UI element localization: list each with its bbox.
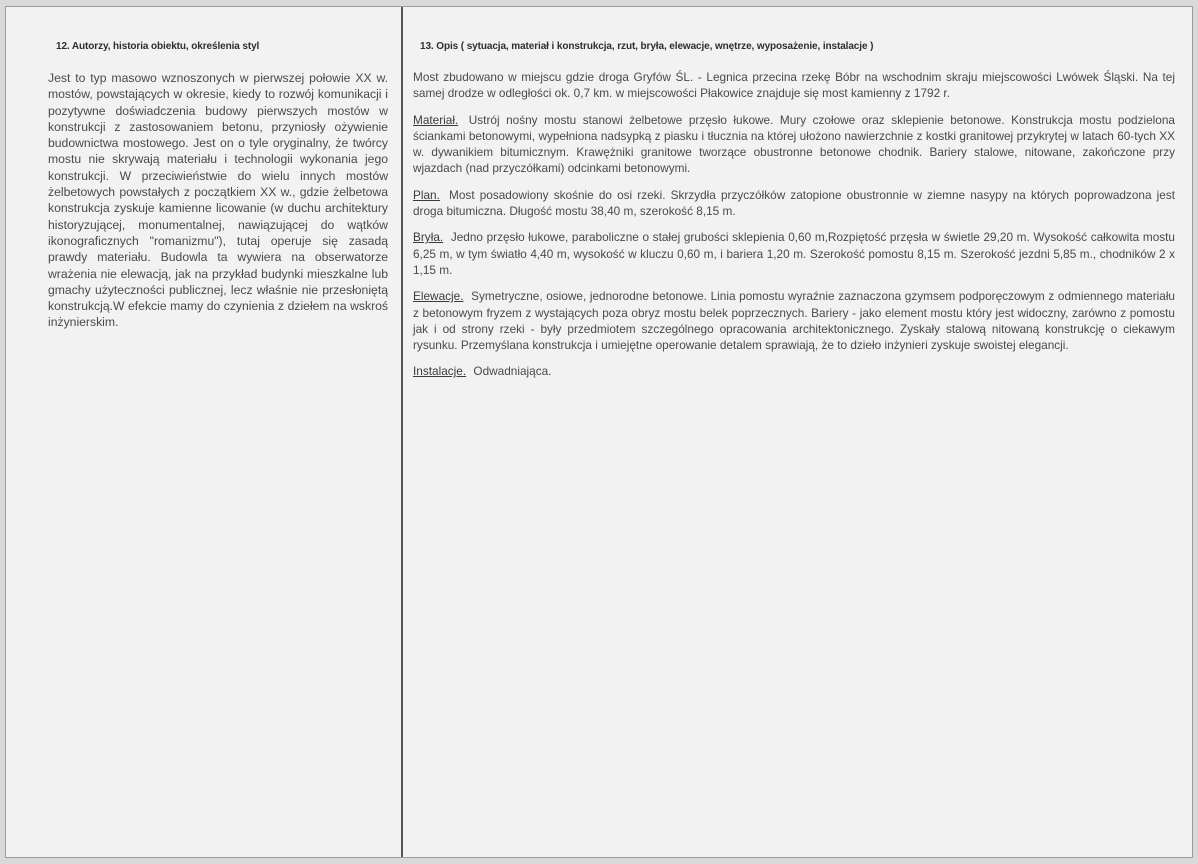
- description-elevations: [413, 288, 1175, 353]
- description-intro: Most zbudowano w miejscu gdzie droga Gryfów ŚL. - Legnica przecina rzekę Bóbr na wschodnim skraju miejscowości Lwówek Śląski. Na tej samej drodze w odległości ok. 0,7 km. w miejscowości Płakowice znajduje się most kamienny z 1792 r.: [413, 70, 1175, 101]
- description-form: [413, 229, 1175, 278]
- section-12-body: Jest to typ masowo wznoszonych w pierwszej połowie XX w. mostów, powstających w okresie, kiedy to rozwój komunikacji i pozytywne doświadczenia budowy pierwszych mostów w konstrukcji z zastosowaniem betonu, przyniosły ożywienie budownictwa mostowego. Jest on o tyle oryginalny, że twórcy mostu nie skrywają materiału i technologii wykonania jego konstrukcji. W przeciwieństwie do wielu innych mostów żelbetowych powstałych z początkiem XX w., gdzie żelbetowa konstrukcja zyskuje kamienne licowanie (w duchu architektury historyzującej, monumentalnej, nawiązującej do wątków ikonograficznych "romanizmu"), tutaj operuje się zasadą prawdy materiału. Budowla ta wywiera na obserwatorze wrażenia nie elewacją, jak na przykład budynki mieszkalne lub gmachy użyteczności publicznej, lecz właśnie nie przesłoniętą konstrukcją.W efekcie mamy do czynienia z dziełem na wskroś inżynierskim.: [48, 71, 388, 330]
- installations-text: Odwadniająca.: [473, 364, 552, 379]
- right-column: [413, 41, 1175, 390]
- plan-label: Plan.: [413, 187, 440, 202]
- left-column: [48, 41, 388, 331]
- material-text: Ustrój nośny mostu stanowi żelbetowe przęsło łukowe. Mury czołowe oraz sklepienie betonowe. Konstrukcja mostu podzielona ściankami betonowymi, wypełniona nadsypką z piasku i tłucznia na której ułożono nawierzchnie z kostki granitowej przykrytej w latach 60-tych XX w. dywanikiem bitumicznym. Krawężniki granitowe tworzące obustronne betonowe chodnik. Bariery stalowe, nitowane, zakończone przy wjazdach (nad przyczółkami) odcinkami betonowymi.: [413, 112, 1175, 176]
- section-12-heading: 12. Autorzy, historia obiektu, określenia styl: [56, 41, 260, 52]
- form-text: Jedno przęsło łukowe, paraboliczne o stałej grubości sklepienia 0,60 m,Rozpiętość przęsła w świetle 29,20 m. Wysokość całkowita mostu 6,25 m, w tym światło 4,40 m, wysokość w kluczu 0,60 m, i bariera 1,20 m. Szerokość pomostu 8,15 m. Szerokość jezdni 5,85 m., chodników 2 x 1,15 m.: [413, 230, 1175, 277]
- document-sheet: [5, 6, 1193, 858]
- elevations-text: Symetryczne, osiowe, jednorodne betonowe. Linia pomostu wyraźnie zaznaczona gzymsem podporęczowym z odmiennego materiału z betonowym fryzem z wystających poza obryz mostu belek poprzecznych. Bariery - jako element mostu który jest widoczny, zarówno z pomostu jak i od strony rzeki - były przedmiotem szczególnego opracowania architektonicznego. Zyskały stalową nitowaną konstrukcję o ciekawym rysunku. Przemyślana konstrukcja i umiejętne operowanie detalem sprawiają, że to dzieło inżynieri zyskuje swoistej elegancji.: [413, 289, 1175, 353]
- section-13-heading: 13. Opis ( sytuacja, materiał i konstrukcja, rzut, bryła, elewacje, wnętrze, wyposażenie, instalacje ): [420, 41, 874, 52]
- description-plan: [413, 187, 1175, 220]
- description-installations: [413, 363, 1175, 379]
- material-label: Materiał.: [413, 112, 459, 127]
- installations-label: Instalacje.: [413, 364, 467, 379]
- elevations-label: Elewacje.: [413, 289, 464, 304]
- description-material: [413, 112, 1175, 177]
- form-label: Bryła.: [413, 230, 444, 245]
- plan-text: Most posadowiony skośnie do osi rzeki. Skrzydła przyczółków zatopione obustronnie w ziemne nasypy na których poprowadzona jest droga bitumiczna. Długość mostu 38,40 m, szerokość 8,15 m.: [413, 187, 1176, 219]
- column-divider: [401, 7, 403, 857]
